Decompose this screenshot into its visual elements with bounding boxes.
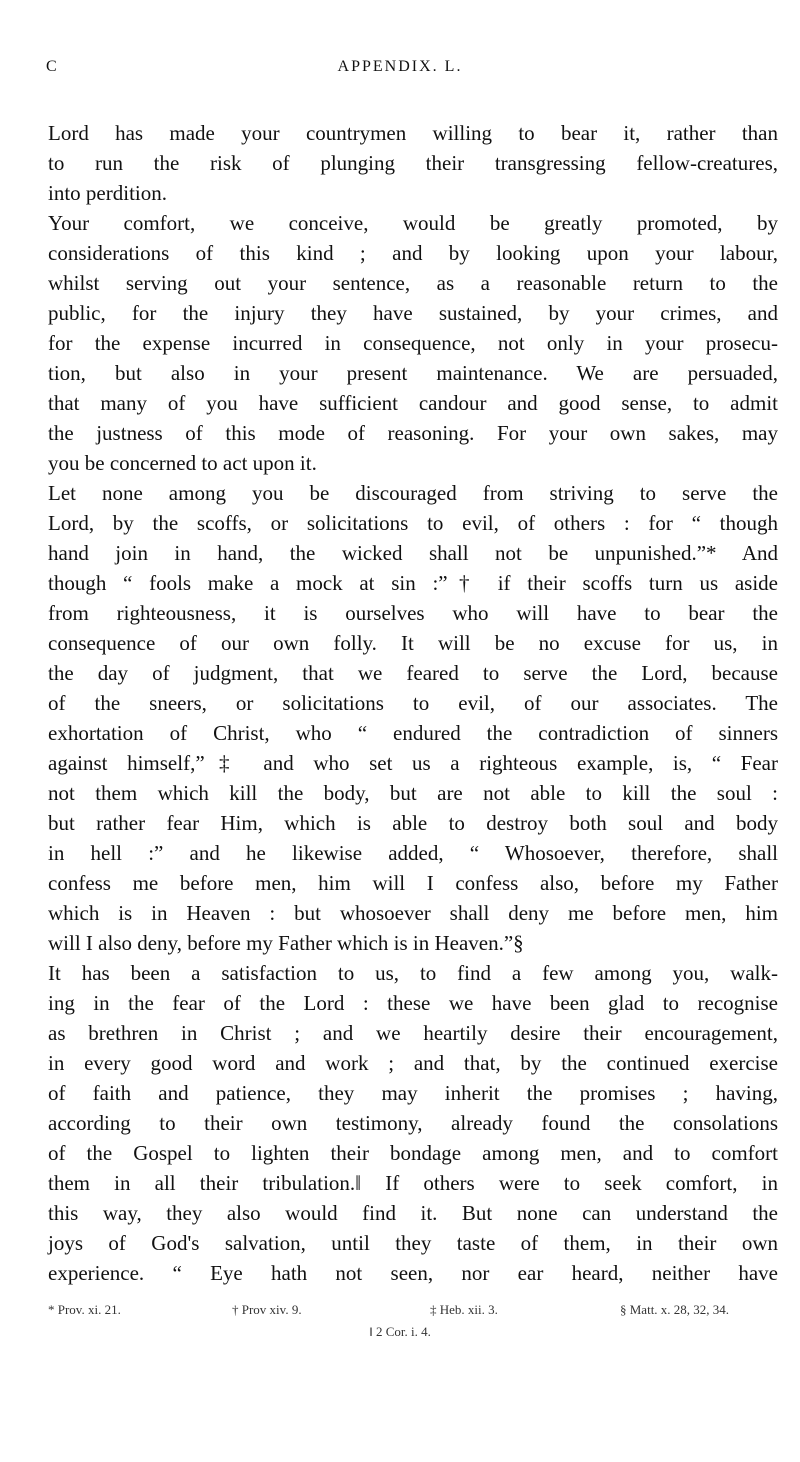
text-line: according to their own testimony, already found the consolations [48, 1111, 778, 1135]
text-line: against himself,”‡ and who set us a righteous example, is, “ Fear [48, 751, 778, 775]
text-line: of the Gospel to lighten their bondage among men, and to comfort [48, 1141, 778, 1165]
text-line: public, for the injury they have sustained, by your crimes, and [48, 301, 778, 325]
text-line: Lord, by the scoffs, or solicitations to evil, of others : for “ though [48, 511, 778, 535]
footnote: ‖ 2 Cor. i. 4. [369, 1324, 431, 1339]
text-line: It has been a satisfaction to us, to find a few among you, walk- [48, 961, 778, 985]
text-line: hand join in hand, the wicked shall not be unpunished.”* And [48, 541, 778, 565]
text-line: consequence of our own folly. It will be no excuse for us, in [48, 631, 778, 655]
text-line: of the sneers, or solicitations to evil, of our associates. The [48, 691, 778, 715]
footnote: ‡ Heb. xii. 3. [430, 1302, 498, 1317]
text-line: this way, they also would find it. But none can understand the [48, 1201, 778, 1225]
text-line: but rather fear Him, which is able to destroy both soul and body [48, 811, 778, 835]
text-line: considerations of this kind ; and by looking upon your labour, [48, 241, 778, 265]
text-line: into perdition. [48, 181, 167, 205]
text-line: tion, but also in your present maintenance. We are persuaded, [48, 361, 778, 385]
text-line: not them which kill the body, but are not able to kill the soul : [48, 781, 778, 805]
footnote: § Matt. x. 28, 32, 34. [620, 1302, 730, 1317]
text-line: for the expense incurred in consequence, not only in your prosecu- [48, 331, 778, 355]
text-line: Lord has made your countrymen willing to bear it, rather than [48, 121, 778, 145]
text-line: to run the risk of plunging their transgressing fellow-creatures, [48, 151, 778, 175]
body-text [48, 118, 778, 1288]
running-header [0, 58, 800, 82]
text-line: joys of God's salvation, until they taste of them, in their own [48, 1231, 778, 1255]
text-line: exhortation of Christ, who “ endured the contradiction of sinners [48, 721, 778, 745]
text-line: as brethren in Christ ; and we heartily desire their encouragement, [48, 1021, 778, 1045]
text-line: which is in Heaven : but whosoever shall deny me before men, him [48, 901, 778, 925]
text-line: ing in the fear of the Lord : these we have been glad to recognise [48, 991, 778, 1015]
text-line: experience. “ Eye hath not seen, nor ear heard, neither have [48, 1261, 778, 1285]
text-line: them in all their tribulation.‖ If others were to seek comfort, in [48, 1171, 778, 1195]
page-number: C [46, 58, 59, 75]
text-line: of faith and patience, they may inherit the promises ; having, [48, 1081, 778, 1105]
page-title: APPENDIX. L. [337, 58, 463, 75]
text-line: you be concerned to act upon it. [48, 451, 317, 475]
text-line: whilst serving out your sentence, as a reasonable return to the [48, 271, 778, 295]
text-line: that many of you have sufficient candour and good sense, to admit [48, 391, 778, 415]
text-line: Your comfort, we conceive, would be greatly promoted, by [48, 211, 778, 235]
text-line: will I also deny, before my Father which is in Heaven.”§ [48, 931, 524, 955]
footnote: * Prov. xi. 21. [48, 1302, 121, 1317]
footnote: † Prov xiv. 9. [232, 1302, 302, 1317]
text-line: confess me before men, him will I confess also, before my Father [48, 871, 778, 895]
text-line: the justness of this mode of reasoning. For your own sakes, may [48, 421, 778, 445]
text-line: Let none among you be discouraged from striving to serve the [48, 481, 778, 505]
text-line: though “ fools make a mock at sin :”† if their scoffs turn us aside [48, 571, 778, 595]
text-line: from righteousness, it is ourselves who will have to bear the [48, 601, 778, 625]
text-line: the day of judgment, that we feared to serve the Lord, because [48, 661, 778, 685]
text-line: in hell :” and he likewise added, “ Whosoever, therefore, shall [48, 841, 778, 865]
text-line: in every good word and work ; and that, by the continued exercise [48, 1051, 778, 1075]
